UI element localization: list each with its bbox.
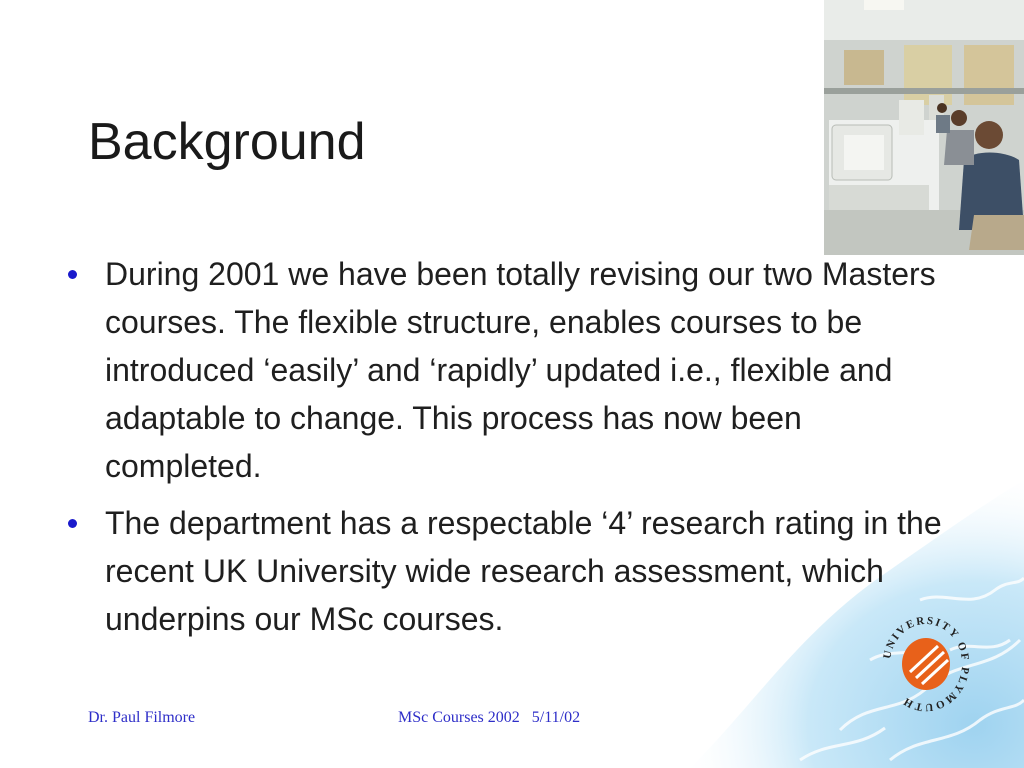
computer-lab-photo <box>824 0 1024 255</box>
bullet-text: During 2001 we have been totally revising our two Masters courses. The flexible structure, enables courses to be introduced ‘easily’ and ‘rapidly’ updated i.e., flexible and adaptable to change. This process has now been completed. <box>105 256 936 484</box>
university-of-plymouth-logo <box>876 602 976 722</box>
bullet-item <box>62 499 962 643</box>
footer-author: Dr. Paul Filmore <box>88 709 196 726</box>
logo-ring-text: UNIVERSITY OF PLYMOUTH <box>881 614 972 714</box>
bullet-item <box>62 250 962 490</box>
footer-course-date <box>398 709 580 727</box>
footer-date: 5/11/02 <box>531 709 581 726</box>
bullet-dot-icon <box>68 519 77 528</box>
footer-course: MSc Courses 2002 <box>398 709 520 726</box>
bullet-text: The department has a respectable ‘4’ research rating in the recent UK University wide research assessment, which underpins our MSc courses. <box>105 505 942 637</box>
bullet-dot-icon <box>68 270 77 279</box>
bullet-list <box>62 250 962 652</box>
slide-title: Background <box>88 113 366 171</box>
